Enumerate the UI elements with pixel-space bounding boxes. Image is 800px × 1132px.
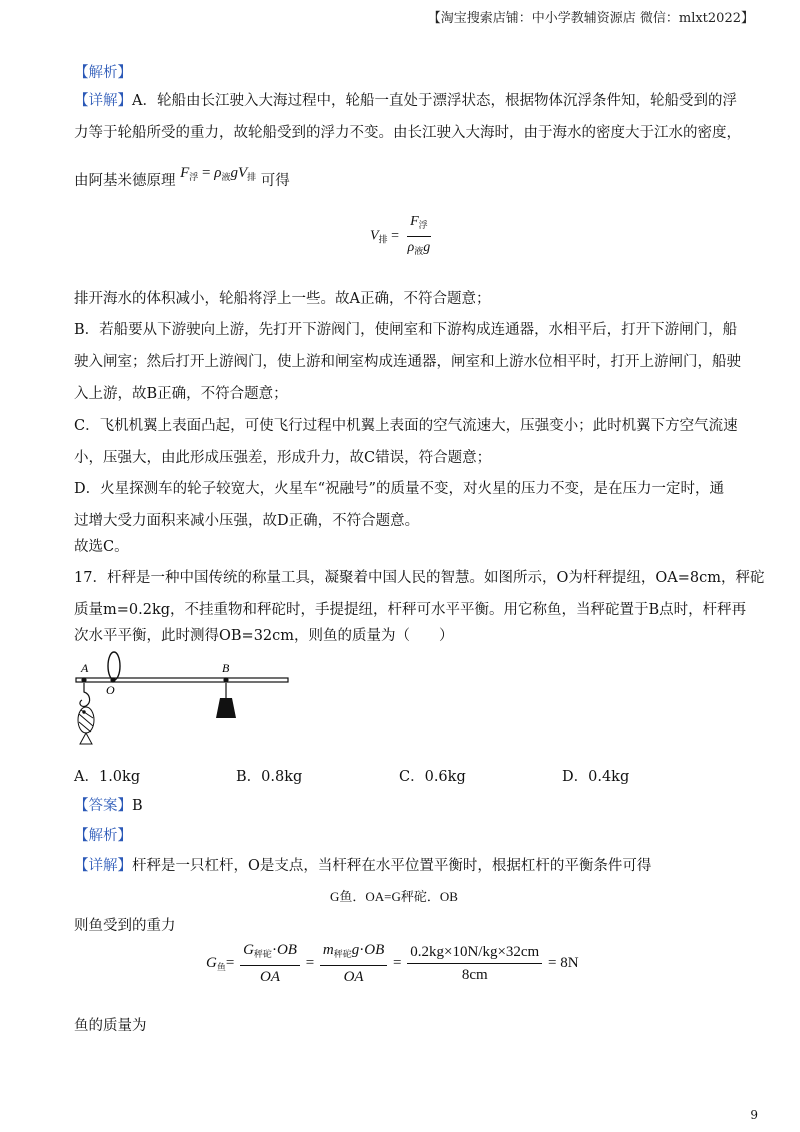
volume-formula: $V_排$ = $\frac{F_浮}{\rho_液g}$ bbox=[370, 214, 431, 256]
lifting-ring bbox=[108, 652, 120, 680]
label-o: O bbox=[106, 683, 115, 697]
mass-line: 鱼的质量为 bbox=[74, 1018, 147, 1034]
option-b: B．0.8kg bbox=[236, 769, 303, 785]
text: A．轮船由长江驶入大海过程中，轮船一直处于漂浮状态，根据物体沉浮条件知，轮船受到的浮 bbox=[132, 93, 737, 109]
hook bbox=[80, 683, 90, 706]
choice-line: 故选C。 bbox=[74, 539, 129, 555]
analysis-tag-1: 【解析】 bbox=[74, 65, 132, 81]
explanation-b2: 驶入闸室；然后打开上游阀门，使上游和闸室构成连通器，闸室和上游水位相平时，打开上游闸门，船驶 bbox=[74, 354, 741, 370]
archimedes-formula: $F_浮 = \rho_液gV_排$ bbox=[180, 165, 257, 182]
answer-line bbox=[74, 795, 734, 817]
balance-equation: G鱼．OA=G秤砣．OB bbox=[330, 889, 458, 904]
label-b: B bbox=[222, 661, 230, 675]
page-number: 9 bbox=[750, 1108, 758, 1122]
answer-value: B bbox=[132, 798, 143, 814]
explanation-a2: 力等于轮船所受的重力，故轮船受到的浮力不变。由长江驶入大海时，由于海水的密度大于江水的密度， bbox=[74, 125, 741, 141]
q17-line2: 质量m=0.2kg，不挂重物和秤砣时，手提提纽，杆秤可水平平衡。用它称鱼，当秤砣置于B点时，杆秤再 bbox=[74, 602, 747, 618]
explanation-d2: 过增大受力面积来减小压强，故D正确，不符合题意。 bbox=[74, 513, 420, 529]
option-d: D．0.4kg bbox=[562, 769, 630, 785]
explanation-d1: D．火星探测车的轮子较宽大，火星车“祝融号”的质量不变，对火星的压力不变，是在压力一定时，通 bbox=[74, 481, 724, 497]
counterweight-icon bbox=[216, 698, 236, 718]
explanation-c1: C．飞机机翼上表面凸起，可使飞行过程中机翼上表面的空气流速大，压强变小；此时机翼下方空气流速 bbox=[74, 418, 738, 434]
point-a bbox=[81, 677, 86, 682]
point-o bbox=[110, 677, 115, 682]
gravity-formula: $G_鱼=$ $\frac{G_{秤砣}\cdot OB}{OA}$ = $\frac{m_{秤砣}g\cdot OB}{OA}$ = $\frac{0.2kg\times 10N/kg\times 32cm}{8cm}$ = 8N bbox=[206, 942, 579, 985]
page-header: 【淘宝搜索店铺：中小学教辅资源店 微信：mlxt2022】 bbox=[427, 11, 754, 26]
q17-line1: 17．杆秤是一种中国传统的称量工具，凝聚着中国人民的智慧。如图所示，O为杆秤提纽，OA=8cm，秤砣 bbox=[74, 570, 765, 586]
explanation-a3 bbox=[74, 165, 734, 196]
option-c: C．0.6kg bbox=[399, 769, 466, 785]
explanation-a4: 排开海水的体积减小，轮船将浮上一些。故A正确，不符合题意； bbox=[74, 291, 491, 307]
detail-tag-2: 【详解】 bbox=[74, 858, 132, 874]
explanation-b3: 入上游，故B正确，不符合题意； bbox=[74, 386, 288, 402]
answer-tag: 【答案】 bbox=[74, 798, 132, 814]
fish-icon bbox=[78, 707, 94, 744]
gravity-line: 则鱼受到的重力 bbox=[74, 918, 176, 934]
text: 可得 bbox=[260, 173, 290, 189]
steelyard-figure bbox=[70, 650, 300, 750]
option-a: A．1.0kg bbox=[74, 769, 141, 785]
point-b bbox=[223, 677, 228, 682]
label-a: A bbox=[81, 661, 89, 675]
explanation-b1: B．若船要从下游驶向上游，先打开下游阀门，使闸室和下游构成连通器，水相平后，打开下游闸门，船 bbox=[74, 322, 738, 338]
text: 由阿基米德原理 bbox=[74, 173, 176, 189]
explanation-a1 bbox=[74, 90, 737, 112]
detail-tag-1: 【详解】 bbox=[74, 93, 132, 109]
steelyard-beam bbox=[76, 678, 288, 682]
text: 杆秤是一只杠杆，O是支点，当杆秤在水平位置平衡时，根据杠杆的平衡条件可得 bbox=[132, 858, 652, 874]
explanation-c2: 小，压强大，由此形成压强差，形成升力，故C错误，符合题意； bbox=[74, 450, 492, 466]
analysis-tag-2: 【解析】 bbox=[74, 828, 132, 844]
detail-line bbox=[74, 855, 734, 877]
q17-line3: 次水平平衡，此时测得OB=32cm，则鱼的质量为（ ） bbox=[74, 628, 454, 644]
